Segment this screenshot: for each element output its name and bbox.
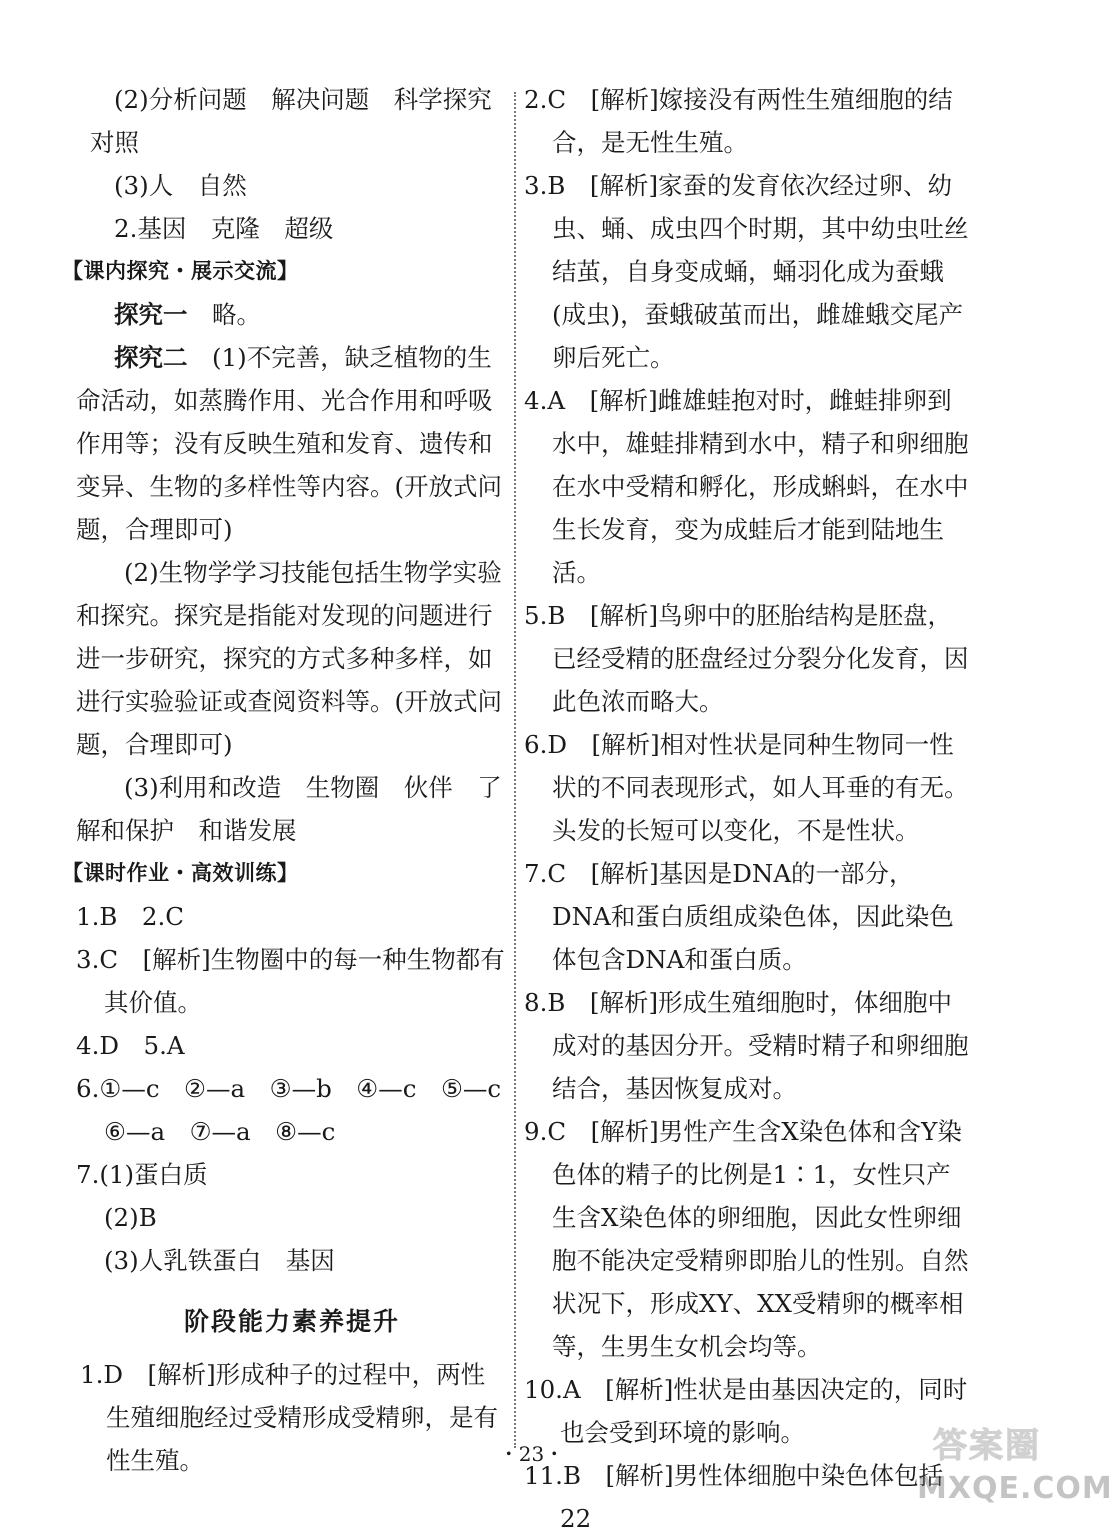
answer-item: 7.C [解析]基因是DNA的一部分，DNA和蛋白质组成染色体，因此染色体包含DNA和蛋白质。 — [524, 859, 954, 974]
answer-line: (2)分析问题 解决问题 科学探究 — [114, 85, 492, 114]
answer-item: 3.C [解析]生物圈中的每一种生物都有其价值。 — [76, 945, 505, 1017]
answer-line: 对照 — [90, 128, 139, 157]
paragraph: (3)利用和改造 生物圈 伙伴 了解和保护 和谐发展 — [76, 773, 502, 845]
answer-item: 5.B [解析]鸟卵中的胚胎结构是胚盘，已经受精的胚盘经过分裂分化发育，因此色浓而略大。 — [524, 601, 969, 716]
paragraph: (2)生物学学习技能包括生物学实验和探究。探究是指能对发现的问题进行进一步研究，探究的方式多种多样，如进行实验验证或查阅资料等。(开放式问题，合理即可) — [76, 558, 503, 759]
answer-item: 6.D [解析]相对性状是同种生物同一性状的不同表现形式，如人耳垂的有无。头发的长短可以变化，不是性状。 — [524, 730, 969, 845]
right-column — [524, 78, 972, 1540]
answer-line: (2)B — [104, 1203, 157, 1232]
answer-line: ⑥—a ⑦—a ⑧—c — [104, 1117, 336, 1146]
left-column — [62, 78, 508, 1482]
explore-text: 略。 — [187, 300, 261, 329]
answer-item: 10.A [解析]性状是由基因决定的，同时也会受到环境的影响。 — [524, 1375, 968, 1447]
answer-line: 1.B 2.C — [76, 902, 185, 931]
answer-line: 6.①—c ②—a ③—b ④—c ⑤—c — [76, 1074, 502, 1103]
answer-item: 9.C [解析]男性产生含X染色体和含Y染色体的精子的比例是1∶1，女性只产生含X染色体的卵细胞，因此女性卵细胞不能决定受精卵即胎儿的性别。自然状况下，形成XY、XX受精卵的概率相等，生男生女机会均等。 — [524, 1117, 969, 1361]
explore-label: 探究一 — [114, 300, 188, 329]
explore-label: 探究二 — [114, 343, 188, 372]
answer-line: 7.(1)蛋白质 — [76, 1160, 208, 1189]
watermark-logo — [917, 1418, 1113, 1530]
explore-one — [76, 293, 508, 336]
answer-line: 4.D 5.A — [76, 1031, 185, 1060]
answer-line: 2.基因 克隆 超级 — [114, 214, 334, 243]
answer-item: 2.C [解析]嫁接没有两性生殖细胞的结合，是无性生殖。 — [524, 85, 953, 157]
answer-item: 1.D [解析]形成种子的过程中，两性生殖细胞经过受精形成受精卵，是有性生殖。 — [80, 1360, 498, 1475]
answer-line: (3)人 自然 — [114, 171, 247, 200]
answer-item: 8.B [解析]形成生殖细胞时，体细胞中成对的基因分开。受精时精子和卵细胞结合，基因恢复成对。 — [524, 988, 969, 1103]
answer-item: 3.B [解析]家蚕的发育依次经过卵、幼虫、蛹、成虫四个时期，其中幼虫吐丝结茧，自身变成蛹，蛹羽化成为蚕蛾(成虫)，蚕蛾破茧而出，雌雄蛾交尾产卵后死亡。 — [524, 171, 969, 372]
section-heading: 【课时作业・高效训练】 — [62, 861, 299, 885]
watermark-text-top: 答案圈 — [933, 1426, 1041, 1466]
section-heading: 【课内探究・展示交流】 — [62, 259, 299, 283]
answer-line: (3)人乳铁蛋白 基因 — [104, 1246, 335, 1275]
answer-item: 11.B [解析]男性体细胞中染色体包括22 — [524, 1461, 944, 1533]
explore-two — [76, 336, 508, 551]
page-number: ・23・ — [498, 1442, 565, 1466]
column-divider — [514, 92, 516, 1448]
answer-item: 4.A [解析]雌雄蛙抱对时，雌蛙排卵到水中，雄蛙排精到水中，精子和卵细胞在水中受精和孵化，形成蝌蚪，在水中生长发育，变为成蛙后才能到陆地生活。 — [524, 386, 969, 587]
explore-text: (1)不完善，缺乏植物的生命活动，如蒸腾作用、光合作用和呼吸作用等；没有反映生殖和发育、遗传和变异、生物的多样性等内容。(开放式问题，合理即可) — [76, 343, 503, 544]
watermark-text-bottom: MXQE.COM — [917, 1471, 1113, 1506]
stage-title: 阶段能力素养提升 — [183, 1307, 400, 1336]
